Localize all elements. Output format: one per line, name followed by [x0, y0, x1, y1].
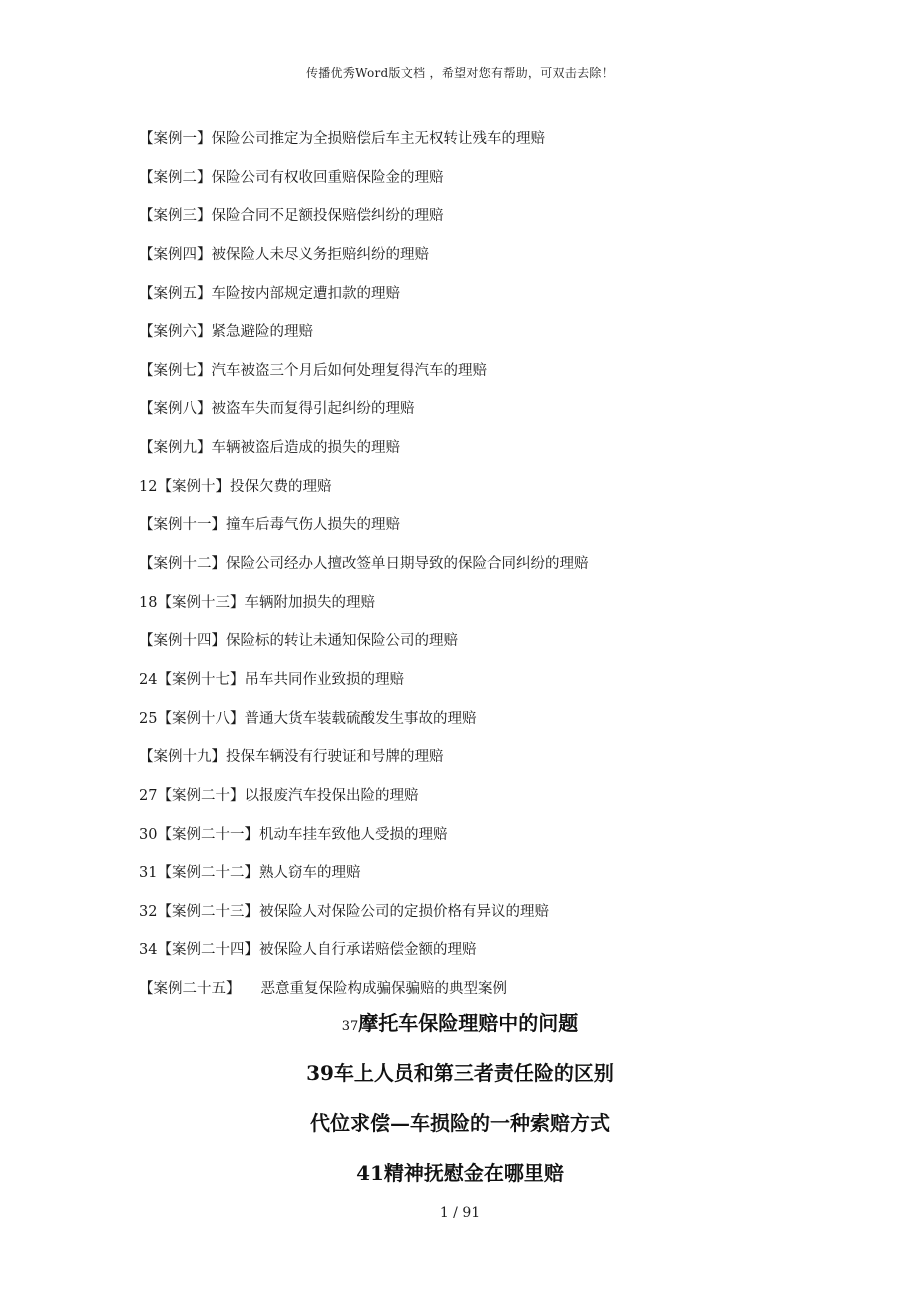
toc-case-label: 【案例三】 [139, 208, 212, 225]
toc-item[interactable] [139, 861, 859, 900]
toc-item[interactable] [139, 668, 859, 707]
toc-case-title: 机动车挂车致他人受损的理赔 [258, 826, 448, 843]
toc-case-title: 普通大货车装载硫酸发生事故的理赔 [244, 710, 477, 727]
toc-case-title: 被保险人未尽义务拒赔纠纷的理赔 [211, 246, 429, 263]
toc-item[interactable] [139, 166, 859, 205]
toc-case-label: 【案例十七】 [157, 671, 245, 688]
toc-case-label: 【案例二十三】 [157, 903, 259, 920]
section-heading[interactable] [0, 1008, 920, 1058]
toc-case-label: 【案例五】 [139, 285, 212, 302]
toc-case-label: 【案例十】 [157, 478, 230, 495]
toc-case-label: 【案例九】 [139, 440, 212, 457]
toc-page-prefix: 34 [139, 942, 158, 959]
toc-case-title: 被保险人自行承诺赔偿金额的理赔 [258, 942, 477, 959]
toc-case-label: 【案例二十五】 [139, 981, 241, 998]
toc-item[interactable] [139, 127, 859, 166]
heading-title: 精神抚慰金在哪里赔 [383, 1161, 564, 1185]
toc-item[interactable] [139, 320, 859, 359]
heading-title: 代位求偿—车损险的一种索赔方式 [310, 1111, 610, 1135]
toc-case-label: 【案例十八】 [157, 710, 245, 727]
toc-item[interactable] [139, 397, 859, 436]
table-of-contents [139, 127, 859, 1016]
toc-item[interactable] [139, 629, 859, 668]
toc-case-label: 【案例二】 [139, 169, 212, 186]
toc-case-label: 【案例四】 [139, 246, 212, 263]
toc-case-title: 汽车被盗三个月后如何处理复得汽车的理赔 [211, 362, 487, 379]
toc-item[interactable] [139, 204, 859, 243]
section-headings [0, 1008, 920, 1208]
toc-item[interactable] [139, 552, 859, 591]
toc-case-title: 保险公司经办人擅改签单日期导致的保险合同纠纷的理赔 [226, 556, 589, 573]
toc-case-label: 【案例二十四】 [157, 942, 259, 959]
toc-case-title: 车险按内部规定遭扣款的理赔 [211, 285, 400, 302]
toc-case-label: 【案例十二】 [139, 556, 226, 573]
toc-case-title: 保险合同不足额投保赔偿纠纷的理赔 [211, 208, 444, 225]
heading-title: 车上人员和第三者责任险的区别 [333, 1061, 614, 1085]
toc-case-title: 被盗车失而复得引起纠纷的理赔 [211, 401, 415, 418]
toc-case-title: 投保车辆没有行驶证和号牌的理赔 [226, 749, 444, 766]
heading-page-prefix: 41 [356, 1161, 384, 1185]
toc-page-prefix: 18 [139, 594, 158, 611]
toc-case-label: 【案例七】 [139, 362, 212, 379]
toc-case-title: 车辆被盗后造成的损失的理赔 [211, 440, 400, 457]
toc-item[interactable] [139, 591, 859, 630]
heading-page-prefix: 37 [341, 1019, 359, 1034]
toc-case-title: 保险公司有权收回重赔保险金的理赔 [211, 169, 444, 186]
header-note: 传播优秀Word版文档 ，希望对您有帮助，可双击去除！ [305, 66, 615, 80]
toc-case-title: 撞车后毒气伤人损失的理赔 [226, 517, 400, 534]
toc-case-title: 恶意重复保险构成骗保骗赔的典型案例 [260, 981, 507, 998]
heading-page-prefix: 39 [306, 1061, 334, 1085]
toc-case-label: 【案例二十】 [157, 787, 245, 804]
toc-case-title: 吊车共同作业致损的理赔 [244, 671, 404, 688]
toc-page-prefix: 12 [139, 478, 158, 495]
toc-item[interactable] [139, 475, 859, 514]
toc-item[interactable] [139, 707, 859, 746]
toc-case-label: 【案例二十一】 [157, 826, 259, 843]
toc-case-label: 【案例十四】 [139, 633, 226, 650]
toc-item[interactable] [139, 282, 859, 321]
toc-item[interactable] [139, 513, 859, 552]
toc-item[interactable] [139, 436, 859, 475]
section-heading[interactable] [0, 1108, 920, 1158]
toc-case-title: 熟人窃车的理赔 [258, 865, 361, 882]
toc-case-title: 保险标的转让未通知保险公司的理赔 [226, 633, 458, 650]
toc-case-title: 保险公司推定为全损赔偿后车主无权转让残车的理赔 [211, 131, 545, 147]
toc-item[interactable] [139, 938, 859, 977]
toc-page-prefix: 30 [139, 826, 158, 843]
toc-case-label: 【案例二十二】 [157, 865, 259, 882]
toc-page-prefix: 31 [139, 865, 158, 882]
toc-case-label: 【案例十三】 [157, 594, 245, 611]
toc-item[interactable] [139, 745, 859, 784]
toc-page-prefix: 27 [139, 787, 158, 804]
toc-page-prefix: 25 [139, 710, 158, 727]
toc-item[interactable] [139, 359, 859, 398]
toc-case-title: 投保欠费的理赔 [229, 478, 332, 495]
section-heading[interactable] [0, 1158, 920, 1208]
toc-page-prefix: 32 [139, 903, 158, 920]
toc-item[interactable] [139, 243, 859, 282]
toc-item[interactable] [139, 784, 859, 823]
toc-item[interactable] [139, 900, 859, 939]
toc-case-title: 紧急避险的理赔 [211, 324, 313, 341]
toc-case-title: 以报废汽车投保出险的理赔 [244, 787, 419, 804]
toc-case-title: 车辆附加损失的理赔 [244, 594, 375, 611]
toc-case-label: 【案例一】 [139, 131, 212, 147]
toc-page-prefix: 24 [139, 671, 158, 688]
section-heading[interactable] [0, 1058, 920, 1108]
toc-case-label: 【案例十九】 [139, 749, 226, 766]
toc-item[interactable] [139, 823, 859, 862]
heading-title: 摩托车保险理赔中的问题 [358, 1011, 579, 1035]
toc-case-label: 【案例六】 [139, 324, 212, 341]
page-number: 1 / 91 [439, 1205, 481, 1221]
toc-case-title: 被保险人对保险公司的定损价格有异议的理赔 [258, 903, 549, 920]
toc-case-label: 【案例八】 [139, 401, 212, 418]
toc-case-label: 【案例十一】 [139, 517, 226, 534]
